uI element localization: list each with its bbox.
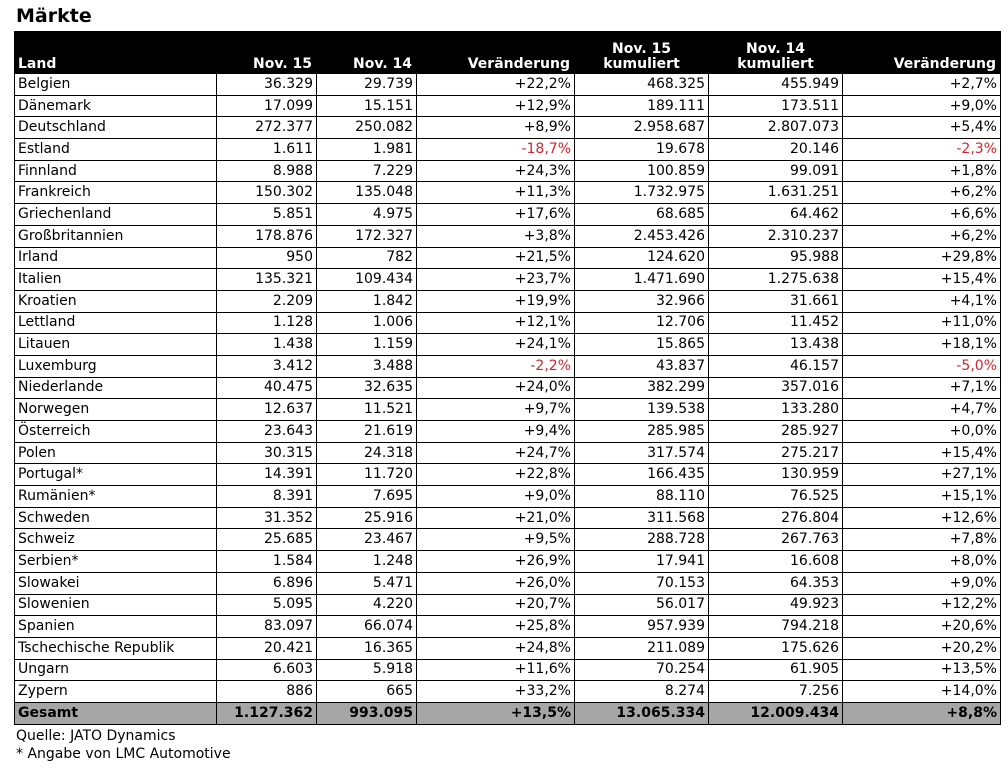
cell-nov14: 24.318 bbox=[317, 442, 417, 464]
cell-nov15: 25.685 bbox=[217, 529, 317, 551]
cell-veraenderung-kumuliert: +29,8% bbox=[843, 247, 1001, 269]
cell-nov15: 1.584 bbox=[217, 551, 317, 573]
cell-nov14: 11.720 bbox=[317, 464, 417, 486]
cell-nov15-kumuliert: 68.685 bbox=[575, 204, 709, 226]
cell-veraenderung: +26,9% bbox=[417, 551, 575, 573]
cell-land: Spanien bbox=[15, 616, 217, 638]
cell-nov14: 15.151 bbox=[317, 95, 417, 117]
cell-nov15: 178.876 bbox=[217, 225, 317, 247]
footnote: * Angabe von LMC Automotive bbox=[16, 746, 231, 762]
cell-nov14-kumuliert: 275.217 bbox=[709, 442, 843, 464]
cell-land: Ungarn bbox=[15, 659, 217, 681]
cell-nov15-kumuliert: 139.538 bbox=[575, 399, 709, 421]
cell-nov14: 29.739 bbox=[317, 74, 417, 96]
cell-land: Finnland bbox=[15, 160, 217, 182]
cell-nov15-kumuliert: 2.958.687 bbox=[575, 117, 709, 139]
cell-nov14: 135.048 bbox=[317, 182, 417, 204]
cell-nov15: 150.302 bbox=[217, 182, 317, 204]
cell-land: Polen bbox=[15, 442, 217, 464]
cell-nov14: 4.220 bbox=[317, 594, 417, 616]
cell-nov14-kumuliert: 13.438 bbox=[709, 334, 843, 356]
table-row bbox=[15, 247, 1001, 269]
cell-land: Deutschland bbox=[15, 117, 217, 139]
cell-nov14: 25.916 bbox=[317, 507, 417, 529]
table-row bbox=[15, 312, 1001, 334]
cell-nov15: 20.421 bbox=[217, 637, 317, 659]
cell-nov14: 7.695 bbox=[317, 486, 417, 508]
cell-nov15: 950 bbox=[217, 247, 317, 269]
cell-nov15: 3.412 bbox=[217, 355, 317, 377]
cell-veraenderung-kumuliert: +15,1% bbox=[843, 486, 1001, 508]
table-row bbox=[15, 421, 1001, 443]
cell-veraenderung: +12,1% bbox=[417, 312, 575, 334]
cell-veraenderung-kumuliert: +7,8% bbox=[843, 529, 1001, 551]
header-nov14: Nov. 14 bbox=[317, 32, 417, 74]
cell-nov14: 16.365 bbox=[317, 637, 417, 659]
table-row bbox=[15, 464, 1001, 486]
cell-land: Schweden bbox=[15, 507, 217, 529]
cell-veraenderung: +19,9% bbox=[417, 290, 575, 312]
cell-nov15: 31.352 bbox=[217, 507, 317, 529]
cell-nov15-kumuliert: 70.254 bbox=[575, 659, 709, 681]
header-nov15: Nov. 15 bbox=[217, 32, 317, 74]
cell-veraenderung: +23,7% bbox=[417, 269, 575, 291]
cell-veraenderung-kumuliert: +2,7% bbox=[843, 74, 1001, 96]
cell-nov15-kumuliert: 88.110 bbox=[575, 486, 709, 508]
cell-nov14-kumuliert: 285.927 bbox=[709, 421, 843, 443]
cell-veraenderung-kumuliert: +5,4% bbox=[843, 117, 1001, 139]
cell-nov15: 83.097 bbox=[217, 616, 317, 638]
cell-veraenderung-kumuliert: +7,1% bbox=[843, 377, 1001, 399]
cell-nov14: 3.488 bbox=[317, 355, 417, 377]
cell-nov15-kumuliert: 957.939 bbox=[575, 616, 709, 638]
table-row bbox=[15, 616, 1001, 638]
cell-veraenderung-kumuliert: +4,7% bbox=[843, 399, 1001, 421]
cell-veraenderung-kumuliert: +11,0% bbox=[843, 312, 1001, 334]
cell-land: Luxemburg bbox=[15, 355, 217, 377]
cell-nov15-kumuliert: 32.966 bbox=[575, 290, 709, 312]
cell-nov14: 1.842 bbox=[317, 290, 417, 312]
table-row bbox=[15, 442, 1001, 464]
table-row bbox=[15, 74, 1001, 96]
cell-veraenderung: +24,3% bbox=[417, 160, 575, 182]
cell-nov14: 665 bbox=[317, 681, 417, 703]
cell-nov15-kumuliert: 382.299 bbox=[575, 377, 709, 399]
cell-nov15-kumuliert: 166.435 bbox=[575, 464, 709, 486]
cell-veraenderung-kumuliert: +9,0% bbox=[843, 572, 1001, 594]
cell-nov14-kumuliert: 1.631.251 bbox=[709, 182, 843, 204]
cell-veraenderung: +24,1% bbox=[417, 334, 575, 356]
cell-nov15: 6.603 bbox=[217, 659, 317, 681]
cell-veraenderung: +24,0% bbox=[417, 377, 575, 399]
cell-nov15-kumuliert: 468.325 bbox=[575, 74, 709, 96]
cell-land: Tschechische Republik bbox=[15, 637, 217, 659]
cell-veraenderung-kumuliert: +8,0% bbox=[843, 551, 1001, 573]
table-row bbox=[15, 377, 1001, 399]
cell-nov15: 30.315 bbox=[217, 442, 317, 464]
cell-nov15-kumuliert: 211.089 bbox=[575, 637, 709, 659]
cell-nov15-kumuliert: 288.728 bbox=[575, 529, 709, 551]
cell-land: Litauen bbox=[15, 334, 217, 356]
cell-veraenderung: +25,8% bbox=[417, 616, 575, 638]
total-label: Gesamt bbox=[15, 702, 217, 724]
cell-veraenderung: +8,9% bbox=[417, 117, 575, 139]
cell-nov15-kumuliert: 317.574 bbox=[575, 442, 709, 464]
cell-nov15: 40.475 bbox=[217, 377, 317, 399]
cell-veraenderung: +26,0% bbox=[417, 572, 575, 594]
cell-nov15-kumuliert: 15.865 bbox=[575, 334, 709, 356]
table-row bbox=[15, 594, 1001, 616]
cell-nov15-kumuliert: 189.111 bbox=[575, 95, 709, 117]
total-nov14-kumuliert: 12.009.434 bbox=[709, 702, 843, 724]
cell-nov14: 109.434 bbox=[317, 269, 417, 291]
cell-nov15-kumuliert: 285.985 bbox=[575, 421, 709, 443]
cell-nov15-kumuliert: 311.568 bbox=[575, 507, 709, 529]
total-nov15: 1.127.362 bbox=[217, 702, 317, 724]
table-row bbox=[15, 225, 1001, 247]
cell-veraenderung: -2,2% bbox=[417, 355, 575, 377]
table-row bbox=[15, 290, 1001, 312]
cell-nov15: 17.099 bbox=[217, 95, 317, 117]
cell-veraenderung: +9,0% bbox=[417, 486, 575, 508]
cell-nov15: 272.377 bbox=[217, 117, 317, 139]
cell-nov15-kumuliert: 2.453.426 bbox=[575, 225, 709, 247]
cell-nov15: 1.438 bbox=[217, 334, 317, 356]
cell-nov14: 5.471 bbox=[317, 572, 417, 594]
page-title: Märkte bbox=[16, 5, 92, 27]
cell-veraenderung-kumuliert: +6,6% bbox=[843, 204, 1001, 226]
cell-nov14-kumuliert: 2.807.073 bbox=[709, 117, 843, 139]
cell-land: Österreich bbox=[15, 421, 217, 443]
market-table bbox=[14, 31, 1001, 725]
cell-nov15-kumuliert: 100.859 bbox=[575, 160, 709, 182]
cell-land: Großbritannien bbox=[15, 225, 217, 247]
cell-nov14-kumuliert: 99.091 bbox=[709, 160, 843, 182]
cell-land: Frankreich bbox=[15, 182, 217, 204]
cell-nov14-kumuliert: 357.016 bbox=[709, 377, 843, 399]
cell-nov15: 5.095 bbox=[217, 594, 317, 616]
cell-nov14-kumuliert: 175.626 bbox=[709, 637, 843, 659]
total-veraenderung: +13,5% bbox=[417, 702, 575, 724]
cell-veraenderung-kumuliert: +6,2% bbox=[843, 182, 1001, 204]
cell-veraenderung: +9,4% bbox=[417, 421, 575, 443]
cell-nov15-kumuliert: 12.706 bbox=[575, 312, 709, 334]
cell-nov15-kumuliert: 124.620 bbox=[575, 247, 709, 269]
cell-veraenderung: +21,0% bbox=[417, 507, 575, 529]
cell-land: Lettland bbox=[15, 312, 217, 334]
header-veraenderung-kumuliert: Veränderung bbox=[843, 32, 1001, 74]
header-nov15-kumuliert: Nov. 15 kumuliert bbox=[575, 32, 709, 74]
cell-nov15-kumuliert: 19.678 bbox=[575, 139, 709, 161]
cell-nov14: 1.159 bbox=[317, 334, 417, 356]
table-row bbox=[15, 117, 1001, 139]
cell-land: Schweiz bbox=[15, 529, 217, 551]
total-veraenderung-kumuliert: +8,8% bbox=[843, 702, 1001, 724]
cell-veraenderung: +22,8% bbox=[417, 464, 575, 486]
cell-nov14-kumuliert: 64.462 bbox=[709, 204, 843, 226]
cell-nov15: 36.329 bbox=[217, 74, 317, 96]
total-row bbox=[15, 702, 1001, 724]
table-row bbox=[15, 551, 1001, 573]
cell-nov15: 8.391 bbox=[217, 486, 317, 508]
cell-nov14-kumuliert: 61.905 bbox=[709, 659, 843, 681]
cell-land: Slowenien bbox=[15, 594, 217, 616]
cell-nov15-kumuliert: 43.837 bbox=[575, 355, 709, 377]
cell-land: Portugal* bbox=[15, 464, 217, 486]
cell-veraenderung: +11,6% bbox=[417, 659, 575, 681]
table-row bbox=[15, 637, 1001, 659]
cell-land: Slowakei bbox=[15, 572, 217, 594]
cell-nov14: 172.327 bbox=[317, 225, 417, 247]
cell-veraenderung-kumuliert: +12,2% bbox=[843, 594, 1001, 616]
cell-nov15: 23.643 bbox=[217, 421, 317, 443]
table-row bbox=[15, 139, 1001, 161]
cell-nov14: 1.006 bbox=[317, 312, 417, 334]
table-row bbox=[15, 529, 1001, 551]
cell-nov14-kumuliert: 16.608 bbox=[709, 551, 843, 573]
cell-nov14-kumuliert: 11.452 bbox=[709, 312, 843, 334]
cell-nov14-kumuliert: 2.310.237 bbox=[709, 225, 843, 247]
table-row bbox=[15, 182, 1001, 204]
cell-veraenderung: +9,7% bbox=[417, 399, 575, 421]
cell-nov14: 7.229 bbox=[317, 160, 417, 182]
total-nov15-kumuliert: 13.065.334 bbox=[575, 702, 709, 724]
cell-land: Norwegen bbox=[15, 399, 217, 421]
cell-veraenderung-kumuliert: +14,0% bbox=[843, 681, 1001, 703]
cell-nov14: 32.635 bbox=[317, 377, 417, 399]
cell-nov15: 886 bbox=[217, 681, 317, 703]
table-row bbox=[15, 507, 1001, 529]
cell-nov14-kumuliert: 95.988 bbox=[709, 247, 843, 269]
cell-veraenderung: +24,7% bbox=[417, 442, 575, 464]
cell-nov14-kumuliert: 455.949 bbox=[709, 74, 843, 96]
cell-veraenderung-kumuliert: -2,3% bbox=[843, 139, 1001, 161]
cell-nov15-kumuliert: 17.941 bbox=[575, 551, 709, 573]
cell-nov14: 5.918 bbox=[317, 659, 417, 681]
table-row bbox=[15, 572, 1001, 594]
cell-veraenderung-kumuliert: +27,1% bbox=[843, 464, 1001, 486]
cell-nov14: 23.467 bbox=[317, 529, 417, 551]
cell-veraenderung: +12,9% bbox=[417, 95, 575, 117]
cell-nov14-kumuliert: 794.218 bbox=[709, 616, 843, 638]
cell-nov14: 250.082 bbox=[317, 117, 417, 139]
cell-land: Zypern bbox=[15, 681, 217, 703]
table-row bbox=[15, 355, 1001, 377]
cell-nov14: 4.975 bbox=[317, 204, 417, 226]
cell-veraenderung-kumuliert: +6,2% bbox=[843, 225, 1001, 247]
table-row bbox=[15, 659, 1001, 681]
cell-land: Belgien bbox=[15, 74, 217, 96]
table-row bbox=[15, 95, 1001, 117]
cell-veraenderung-kumuliert: -5,0% bbox=[843, 355, 1001, 377]
table-row bbox=[15, 204, 1001, 226]
cell-nov14-kumuliert: 76.525 bbox=[709, 486, 843, 508]
cell-nov15: 1.128 bbox=[217, 312, 317, 334]
cell-land: Niederlande bbox=[15, 377, 217, 399]
cell-veraenderung-kumuliert: +4,1% bbox=[843, 290, 1001, 312]
table-row bbox=[15, 399, 1001, 421]
cell-veraenderung-kumuliert: +18,1% bbox=[843, 334, 1001, 356]
cell-nov14-kumuliert: 31.661 bbox=[709, 290, 843, 312]
cell-veraenderung: +24,8% bbox=[417, 637, 575, 659]
cell-nov15: 12.637 bbox=[217, 399, 317, 421]
cell-veraenderung-kumuliert: +20,6% bbox=[843, 616, 1001, 638]
source-note: Quelle: JATO Dynamics bbox=[16, 728, 176, 744]
cell-veraenderung-kumuliert: +12,6% bbox=[843, 507, 1001, 529]
cell-nov14-kumuliert: 133.280 bbox=[709, 399, 843, 421]
table-row bbox=[15, 681, 1001, 703]
cell-nov15: 2.209 bbox=[217, 290, 317, 312]
cell-nov14-kumuliert: 7.256 bbox=[709, 681, 843, 703]
cell-veraenderung-kumuliert: +20,2% bbox=[843, 637, 1001, 659]
cell-veraenderung: +11,3% bbox=[417, 182, 575, 204]
cell-land: Estland bbox=[15, 139, 217, 161]
cell-nov14: 21.619 bbox=[317, 421, 417, 443]
cell-land: Rumänien* bbox=[15, 486, 217, 508]
cell-nov14: 66.074 bbox=[317, 616, 417, 638]
cell-veraenderung: +20,7% bbox=[417, 594, 575, 616]
cell-nov14-kumuliert: 49.923 bbox=[709, 594, 843, 616]
cell-nov15-kumuliert: 1.732.975 bbox=[575, 182, 709, 204]
cell-nov14: 1.248 bbox=[317, 551, 417, 573]
cell-veraenderung-kumuliert: +0,0% bbox=[843, 421, 1001, 443]
cell-nov15: 6.896 bbox=[217, 572, 317, 594]
table-row bbox=[15, 269, 1001, 291]
cell-nov15: 5.851 bbox=[217, 204, 317, 226]
cell-veraenderung-kumuliert: +15,4% bbox=[843, 269, 1001, 291]
cell-veraenderung: -18,7% bbox=[417, 139, 575, 161]
cell-nov15-kumuliert: 1.471.690 bbox=[575, 269, 709, 291]
cell-veraenderung: +33,2% bbox=[417, 681, 575, 703]
cell-nov15: 135.321 bbox=[217, 269, 317, 291]
cell-veraenderung: +3,8% bbox=[417, 225, 575, 247]
cell-nov14-kumuliert: 46.157 bbox=[709, 355, 843, 377]
cell-nov15-kumuliert: 56.017 bbox=[575, 594, 709, 616]
cell-nov14: 11.521 bbox=[317, 399, 417, 421]
cell-nov15-kumuliert: 8.274 bbox=[575, 681, 709, 703]
table-row bbox=[15, 160, 1001, 182]
cell-nov15-kumuliert: 70.153 bbox=[575, 572, 709, 594]
cell-veraenderung: +17,6% bbox=[417, 204, 575, 226]
cell-veraenderung: +21,5% bbox=[417, 247, 575, 269]
table-body bbox=[15, 74, 1001, 703]
cell-nov14: 1.981 bbox=[317, 139, 417, 161]
cell-nov14-kumuliert: 64.353 bbox=[709, 572, 843, 594]
table-row bbox=[15, 334, 1001, 356]
total-nov14: 993.095 bbox=[317, 702, 417, 724]
cell-veraenderung: +22,2% bbox=[417, 74, 575, 96]
header-land: Land bbox=[15, 32, 217, 74]
cell-land: Serbien* bbox=[15, 551, 217, 573]
table-row bbox=[15, 486, 1001, 508]
cell-nov14-kumuliert: 276.804 bbox=[709, 507, 843, 529]
cell-veraenderung-kumuliert: +13,5% bbox=[843, 659, 1001, 681]
cell-nov14-kumuliert: 20.146 bbox=[709, 139, 843, 161]
cell-veraenderung-kumuliert: +15,4% bbox=[843, 442, 1001, 464]
cell-land: Griechenland bbox=[15, 204, 217, 226]
cell-nov15: 14.391 bbox=[217, 464, 317, 486]
header-veraenderung: Veränderung bbox=[417, 32, 575, 74]
cell-nov14-kumuliert: 267.763 bbox=[709, 529, 843, 551]
cell-land: Dänemark bbox=[15, 95, 217, 117]
cell-nov14: 782 bbox=[317, 247, 417, 269]
cell-land: Italien bbox=[15, 269, 217, 291]
cell-veraenderung-kumuliert: +1,8% bbox=[843, 160, 1001, 182]
cell-land: Kroatien bbox=[15, 290, 217, 312]
cell-nov15: 1.611 bbox=[217, 139, 317, 161]
cell-nov14-kumuliert: 130.959 bbox=[709, 464, 843, 486]
cell-veraenderung: +9,5% bbox=[417, 529, 575, 551]
cell-nov14-kumuliert: 1.275.638 bbox=[709, 269, 843, 291]
header-nov14-kumuliert: Nov. 14 kumuliert bbox=[709, 32, 843, 74]
cell-nov15: 8.988 bbox=[217, 160, 317, 182]
header-row bbox=[15, 32, 1001, 74]
cell-nov14-kumuliert: 173.511 bbox=[709, 95, 843, 117]
cell-land: Irland bbox=[15, 247, 217, 269]
cell-veraenderung-kumuliert: +9,0% bbox=[843, 95, 1001, 117]
